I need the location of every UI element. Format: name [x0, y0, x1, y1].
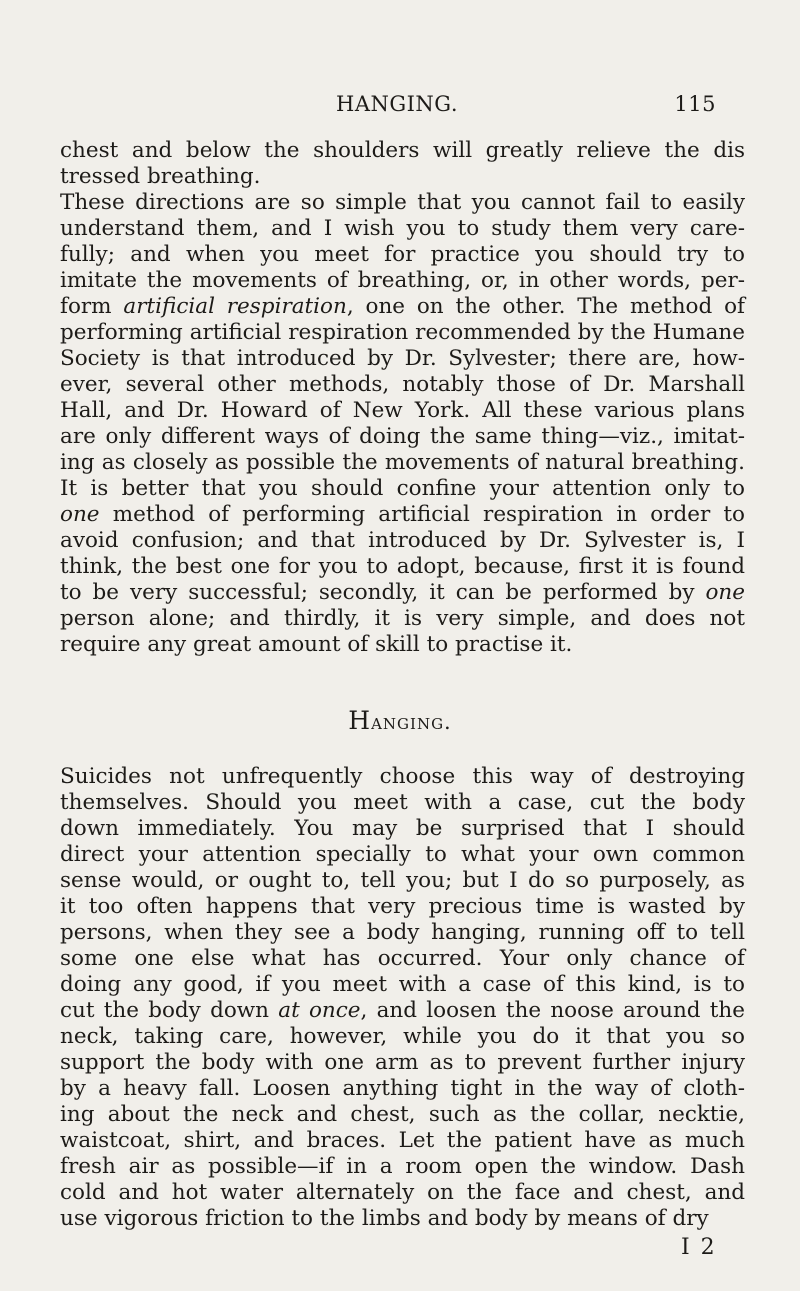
text-line: direct your attention specially to what your own common — [60, 842, 745, 867]
text-line: think, the best one for you to adopt, because, first it is found — [60, 554, 745, 579]
text-line: ever, several other methods, notably those of Dr. Marshall — [60, 372, 745, 397]
text-line — [60, 580, 745, 606]
text-line: it too often happens that very precious time is wasted by — [60, 894, 745, 919]
text-fragment: method of performing artificial respiration in order to — [99, 502, 745, 527]
text-line: understand them, and I wish you to study them very care- — [60, 216, 745, 241]
page-number: 115 — [674, 92, 716, 116]
text-line — [60, 294, 745, 320]
text-line: neck, taking care, however, while you do it that you so — [60, 1024, 745, 1049]
text-fragment: , one on the other. The method of — [346, 294, 745, 319]
text-line: ing about the neck and chest, such as the collar, necktie, — [60, 1102, 745, 1127]
text-line — [60, 502, 745, 528]
text-line: It is better that you should confine your attention only to — [60, 476, 745, 501]
text-line: sense would, or ought to, tell you; but I do so purposely, as — [60, 868, 745, 893]
text-fragment: to be very successful; secondly, it can be performed by — [60, 580, 706, 605]
text-line: support the body with one arm as to prevent further injury — [60, 1050, 745, 1075]
running-title: HANGING. — [336, 92, 459, 116]
text-line: fresh air as possible—if in a room open the window. Dash — [60, 1154, 745, 1179]
text-fragment: form — [60, 294, 124, 319]
paragraph-3 — [60, 764, 745, 1232]
text-line: some one else what has occurred. Your only chance of — [60, 946, 745, 971]
text-line: ing as closely as possible the movements of natural breathing. — [60, 450, 745, 475]
text-line: fully; and when you meet for practice you should try to — [60, 242, 745, 267]
text-line: themselves. Should you meet with a case, cut the body — [60, 790, 745, 815]
text-line: performing artificial respiration recommended by the Humane — [60, 320, 745, 345]
text-line: chest and below the shoulders will greatly relieve the dis — [60, 138, 745, 163]
text-line: Hall, and Dr. Howard of New York. All these various plans — [60, 398, 745, 423]
section-heading-text: Hanging. — [348, 706, 452, 735]
italic-text: at once — [278, 998, 361, 1023]
text-fragment: , and loosen the noose around the — [360, 998, 745, 1023]
section-heading — [0, 706, 800, 735]
italic-text: artificial respiration — [123, 294, 347, 319]
text-line: Suicides not unfrequently choose this way of destroying — [60, 764, 745, 789]
text-line: by a heavy fall. Loosen anything tight in the way of cloth- — [60, 1076, 745, 1101]
paragraph-1 — [60, 138, 745, 190]
text-line: down immediately. You may be surprised that I should — [60, 816, 745, 841]
text-line: person alone; and thirdly, it is very simple, and does not — [60, 606, 745, 631]
text-line: use vigorous friction to the limbs and body by means of dry — [60, 1206, 709, 1231]
text-line: persons, when they see a body hanging, running off to tell — [60, 920, 745, 945]
text-line: imitate the movements of breathing, or, in other words, per- — [60, 268, 745, 293]
text-line: are only different ways of doing the same thing—viz., imitat- — [60, 424, 745, 449]
italic-text: one — [705, 580, 745, 605]
paragraph-2 — [60, 190, 745, 658]
text-line: cold and hot water alternately on the face and chest, and — [60, 1180, 745, 1205]
text-line: tressed breathing. — [60, 164, 261, 189]
text-fragment: cut the body down — [60, 998, 279, 1023]
text-line: avoid confusion; and that introduced by Dr. Sylvester is, I — [60, 528, 745, 553]
text-line: waistcoat, shirt, and braces. Let the patient have as much — [60, 1128, 745, 1153]
text-line: doing any good, if you meet with a case of this kind, is to — [60, 972, 745, 997]
text-line: These directions are so simple that you cannot fail to easily — [60, 190, 745, 215]
text-line: Society is that introduced by Dr. Sylvester; there are, how- — [60, 346, 745, 371]
text-line: require any great amount of skill to practise it. — [60, 632, 573, 657]
text-line — [60, 998, 745, 1024]
signature-mark: I 2 — [681, 1235, 717, 1260]
italic-text: one — [60, 502, 100, 527]
